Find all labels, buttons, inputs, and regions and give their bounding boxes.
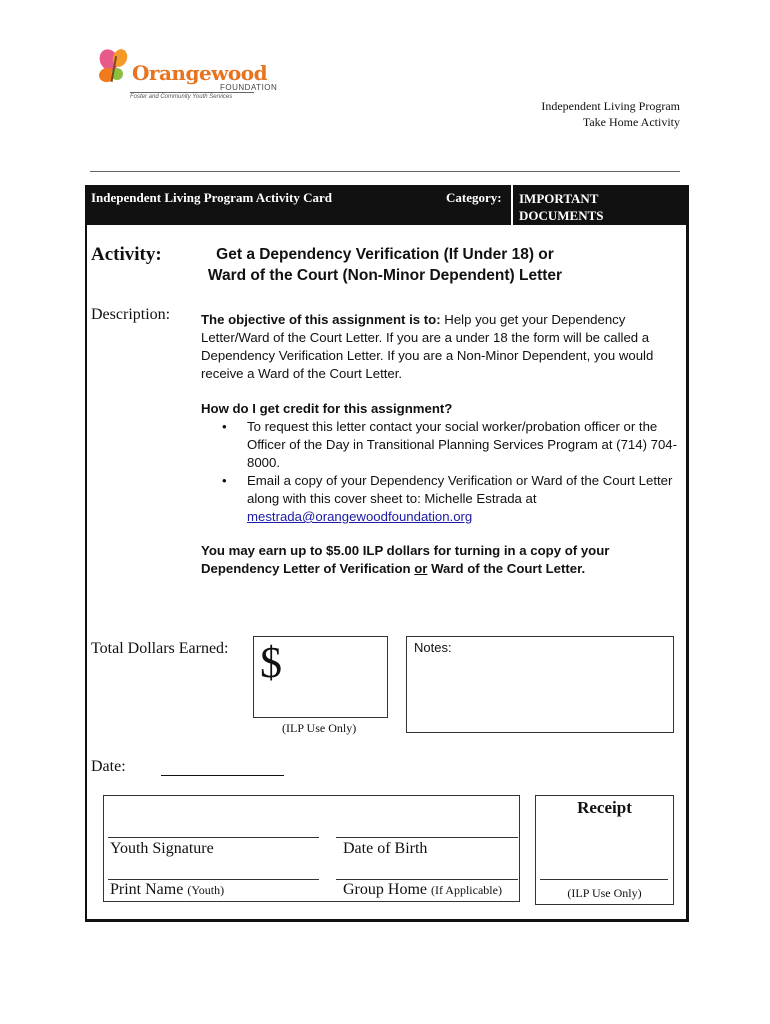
category-value: IMPORTANT DOCUMENTS — [519, 191, 604, 223]
header-subtitle: Take Home Activity — [582, 115, 680, 129]
group-home-label — [343, 881, 502, 899]
activity-label: Activity: — [91, 244, 162, 265]
date-of-birth-label: Date of Birth — [343, 840, 428, 857]
credit-heading: How do I get credit for this assignment? — [201, 401, 453, 416]
date-field[interactable] — [161, 775, 284, 776]
logo-name: Orangewood — [132, 61, 268, 85]
bullet-icon: • — [222, 473, 227, 488]
date-label: Date: — [91, 758, 126, 775]
group-home-note: (If Applicable) — [430, 883, 502, 897]
description-body — [201, 311, 681, 578]
description-label: Description: — [91, 306, 171, 323]
youth-signature-label: Youth Signature — [110, 840, 214, 857]
earn-text-2: Ward of the Court Letter. — [427, 561, 586, 576]
notes-label: Notes: — [414, 640, 452, 655]
header-rule — [90, 171, 680, 172]
activity-title — [150, 244, 620, 286]
email-link[interactable]: mestrada@orangewoodfoundation.org — [247, 509, 473, 524]
print-name-text: Print Name — [110, 881, 184, 898]
objective-heading: The objective of this assignment is to: — [201, 312, 441, 327]
list-item — [222, 418, 681, 472]
task-list — [201, 418, 681, 526]
card-title: Independent Living Program Activity Card — [91, 190, 332, 205]
orangewood-logo — [96, 48, 278, 104]
logo-foundation: FOUNDATION — [220, 83, 278, 92]
category-label: Category: — [446, 190, 502, 205]
list-item — [222, 472, 681, 526]
print-name-label — [110, 881, 224, 899]
group-home-field[interactable] — [336, 879, 518, 880]
youth-signature-field[interactable] — [108, 837, 319, 838]
logo-divider — [130, 92, 254, 93]
earn-or: or — [414, 561, 428, 576]
task-text: Email a copy of your Dependency Verification or Ward of the Court Letter along with this cover sheet to: Michelle Estrada at — [247, 473, 673, 506]
date-of-birth-field[interactable] — [336, 837, 518, 838]
receipt-ilp-note: (ILP Use Only) — [567, 886, 642, 900]
print-name-note: (Youth) — [187, 883, 225, 897]
header-program: Independent Living Program — [541, 99, 680, 113]
objective-paragraph — [201, 311, 681, 383]
document-header — [541, 98, 680, 130]
earn-text-1: You may earn up to $5.00 ILP dollars for turning in a copy of your Dependency Letter of Verification — [201, 543, 610, 576]
activity-title-line1: Get a Dependency Verification (If Under 18) or — [216, 246, 554, 263]
print-name-field[interactable] — [108, 879, 319, 880]
bullet-icon: • — [222, 419, 227, 434]
butterfly-icon — [96, 48, 136, 90]
group-home-text: Group Home — [343, 881, 427, 898]
dollar-sign: $ — [260, 638, 282, 687]
receipt-title: Receipt — [577, 798, 632, 817]
total-dollars-label: Total Dollars Earned: — [91, 640, 229, 657]
task-text: To request this letter contact your social worker/probation officer or the Officer of the Day in Transitional Planning Services Program at (714) 704-8000. — [247, 419, 678, 470]
objective-text: Help you get your Dependency Letter/Ward of the Court Letter. If you are a under 18 the form will be called a Dependency Verification Letter. If you are a Non-Minor Dependent, you would receive a Ward of the Court Letter. — [201, 312, 654, 381]
receipt-field[interactable] — [540, 879, 668, 880]
ilp-use-only-note: (ILP Use Only) — [282, 721, 357, 735]
activity-title-line2: Ward of the Court (Non-Minor Dependent) Letter — [207, 267, 563, 284]
logo-tagline: Foster and Community Youth Services — [130, 94, 233, 100]
earn-paragraph — [201, 542, 681, 578]
